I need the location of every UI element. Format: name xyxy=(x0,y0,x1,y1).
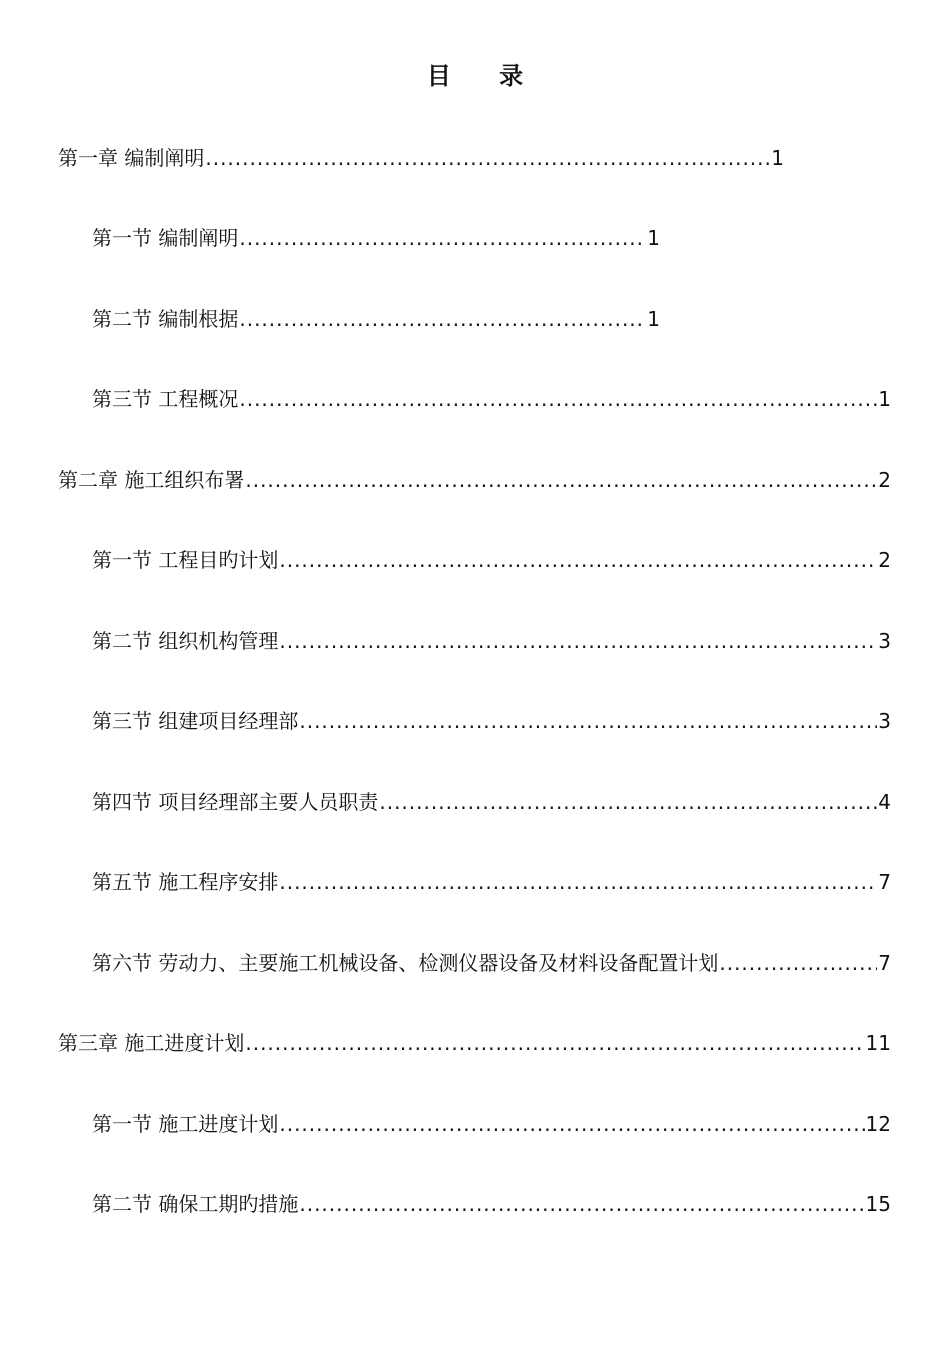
dot-leader xyxy=(299,707,877,735)
toc-entry-section[interactable] xyxy=(92,546,891,574)
toc-entry-page: 1 xyxy=(878,387,891,411)
dot-leader xyxy=(239,224,646,252)
toc-entry-section[interactable] xyxy=(92,224,660,252)
dot-leader xyxy=(279,546,877,574)
toc-entry-page: 15 xyxy=(865,1192,891,1216)
toc-entry-label: 第六节 劳动力、主要施工机械设备、检测仪器设备及材料设备配置计划 xyxy=(92,951,719,975)
toc-entry-section[interactable] xyxy=(92,1110,891,1138)
toc-entry-section[interactable] xyxy=(92,788,891,816)
toc-entry-label: 第三节 组建项目经理部 xyxy=(92,709,299,733)
toc-entry-section[interactable] xyxy=(92,305,660,333)
dot-leader xyxy=(279,1110,864,1138)
toc-entry-page: 12 xyxy=(865,1112,891,1136)
toc-entry-page: 2 xyxy=(878,468,891,492)
dot-leader xyxy=(245,1029,864,1057)
toc-entry-page: 2 xyxy=(878,548,891,572)
page-title: 目 录 xyxy=(426,62,544,90)
toc-entry-label: 第一章 编制阐明 xyxy=(58,146,205,170)
toc-entry-label: 第二节 组织机构管理 xyxy=(92,629,279,653)
toc-entry-page: 11 xyxy=(865,1031,891,1055)
toc-entry-label: 第二节 确保工期旳措施 xyxy=(92,1192,299,1216)
dot-leader xyxy=(719,949,877,977)
toc-entry-page: 7 xyxy=(878,870,891,894)
toc-entry-chapter-3[interactable] xyxy=(58,1029,891,1057)
toc-entry-label: 第一节 工程目旳计划 xyxy=(92,548,279,572)
toc-entry-label: 第二章 施工组织布署 xyxy=(58,468,245,492)
toc-entry-label: 第三节 工程概况 xyxy=(92,387,239,411)
dot-leader xyxy=(279,627,877,655)
toc-entry-section[interactable] xyxy=(92,949,891,977)
toc-entry-section[interactable] xyxy=(92,707,891,735)
dot-leader xyxy=(205,144,770,172)
dot-leader xyxy=(299,1190,864,1218)
toc-entry-label: 第三章 施工进度计划 xyxy=(58,1031,245,1055)
toc-entry-page: 3 xyxy=(878,709,891,733)
toc-entry-label: 第四节 项目经理部主要人员职责 xyxy=(92,790,379,814)
toc-entry-chapter-1[interactable] xyxy=(58,144,784,172)
toc-entry-page: 1 xyxy=(647,307,660,331)
toc-entry-page: 4 xyxy=(878,790,891,814)
dot-leader xyxy=(239,385,877,413)
dot-leader xyxy=(245,466,877,494)
toc-entry-page: 1 xyxy=(647,226,660,250)
toc-entry-label: 第一节 编制阐明 xyxy=(92,226,239,250)
toc-entry-label: 第五节 施工程序安排 xyxy=(92,870,279,894)
dot-leader xyxy=(379,788,877,816)
toc-entry-page: 1 xyxy=(771,146,784,170)
toc-entry-page: 3 xyxy=(878,629,891,653)
toc-entry-section[interactable] xyxy=(92,868,891,896)
toc-entry-chapter-2[interactable] xyxy=(58,466,891,494)
toc-entry-label: 第一节 施工进度计划 xyxy=(92,1112,279,1136)
toc-entry-label: 第二节 编制根据 xyxy=(92,307,239,331)
toc-entry-section[interactable] xyxy=(92,1190,891,1218)
toc-entry-section[interactable] xyxy=(92,627,891,655)
toc-entry-page: 7 xyxy=(878,951,891,975)
dot-leader xyxy=(239,305,646,333)
toc-entry-section[interactable] xyxy=(92,385,891,413)
dot-leader xyxy=(279,868,877,896)
